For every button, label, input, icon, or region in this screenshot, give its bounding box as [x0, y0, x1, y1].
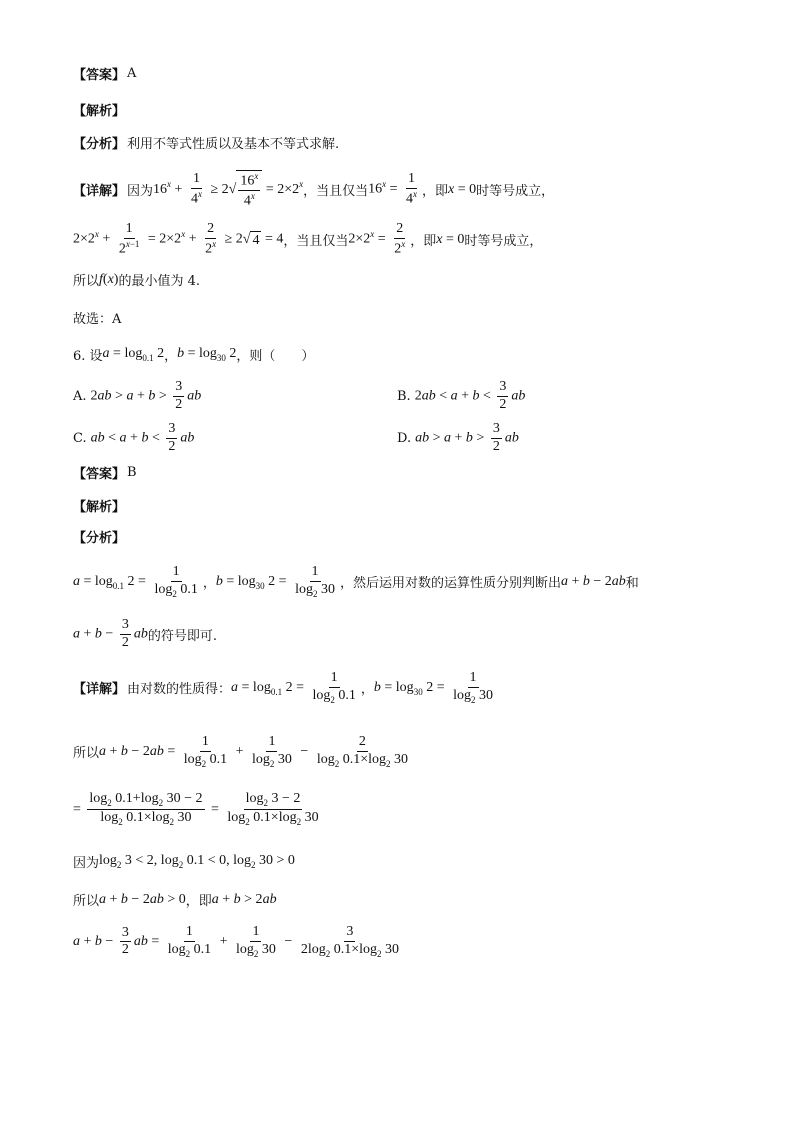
analysis-line-2 — [73, 496, 127, 515]
detail-post: ，即 — [422, 184, 449, 200]
answer-value: A — [127, 66, 137, 81]
detail-end: 时等号成立， — [476, 184, 555, 200]
fenxi-line-2 — [73, 527, 127, 546]
detail-text-2: 由对数的性质得： — [127, 682, 232, 698]
q6-stem — [73, 345, 314, 364]
option-b-formula: 2ab < a + b < $\frac{3}{2}$ ab — [414, 379, 526, 412]
q6-stem-mid: ， — [164, 349, 178, 364]
formula-b-def: $b = \log_{30} 2$ — [177, 346, 237, 363]
fenxi-tag-2: 【分析】 — [73, 531, 126, 546]
answer-tag: 【答案】 — [73, 68, 126, 83]
so2-mid: ，即 — [185, 894, 212, 909]
fenxi-line-1 — [73, 133, 339, 152]
formula-a-def: $a = \log_{0.1} 2$ — [102, 346, 165, 363]
answer-line-2 — [73, 463, 137, 482]
fenxi-formula-line-2 — [73, 618, 217, 650]
option-b-label: B. — [397, 388, 411, 404]
fenxi-formula-line: $a = \log_{0.1} 2$ = $\frac{1}{\log_2 0.1}$ ， $b = \log_{30} 2$ = $\frac{1}{\log_2 30}$ ，然后运用对数的运算性质分别判断出 a + b − 2ab 和 — [73, 564, 639, 599]
formula-b-conv-2: $b = \log_{30} 2$ = $\frac{1}{\log_2 30}$ — [373, 670, 493, 705]
fenxi-text: 利用不等式性质以及基本不等式求解. — [127, 137, 340, 152]
formula-x0-2: x = 0 — [436, 231, 465, 247]
fenxi-text-3: 的符号即可. — [147, 628, 217, 644]
analysis-tag: 【解析】 — [73, 104, 126, 119]
formula-equality-2: $2\times 2^x$ = $\frac{2}{2^x}$ — [348, 221, 406, 257]
formula-signs: $\log_2 3 < 2$, $\log_2 0.1 < 0$, $\log_2 30 > 0$ — [99, 853, 295, 870]
option-c[interactable] — [73, 422, 194, 454]
answer-tag-2: 【答案】 — [73, 467, 126, 482]
fenxi-tag: 【分析】 — [73, 137, 126, 152]
q6-stem-pre: 6. 设 — [73, 349, 103, 364]
fenxi-text-1: ，然后运用对数的运算性质分别判断出 — [339, 576, 561, 592]
q6-stem-post: ，则（ ） — [236, 349, 315, 364]
answer-line-1 — [73, 64, 136, 83]
formula-x0: x = 0 — [448, 181, 477, 197]
detail-line-7 — [73, 890, 277, 909]
detail-line-6 — [73, 852, 295, 871]
detail-mid: ，当且仅当 — [303, 184, 369, 200]
formula-a-b-32ab: a + b − $\frac{3}{2}$ ab — [73, 617, 148, 650]
option-d-formula: ab > a + b > $\frac{3}{2}$ ab — [415, 421, 519, 454]
formula-equality: $16^x$ = $\frac{1}{4^x}$ — [368, 171, 418, 207]
formula-positive: a + b − 2ab > 0 — [99, 891, 186, 907]
formula-second-am-gm: $2\times 2^x$ + $\frac{1}{2^{x-1}}$ = $2\times 2^x$ + $\frac{2}{2^x}$ ≥ 2 √ 4 = 4 — [73, 221, 284, 257]
formula-fx: f(x) — [99, 271, 119, 287]
option-c-formula: ab < a + b < $\frac{3}{2}$ ab — [90, 421, 195, 454]
detail-line-2 — [73, 222, 542, 257]
analysis-tag-2: 【解析】 — [73, 500, 126, 515]
choice-line — [73, 308, 121, 327]
formula-a-conv: $a = \log_{0.1} 2$ = $\frac{1}{\log_2 0.1}$ — [73, 564, 198, 599]
min-pre: 所以 — [73, 274, 100, 289]
option-d-label: D. — [397, 430, 412, 446]
option-c-label: C. — [73, 430, 87, 446]
option-a-label: A. — [73, 388, 87, 404]
detail-line-5 — [73, 792, 324, 827]
formula-sum-2: = $\frac{\log_2 0.1+\log_2 30 - 2}{\log_2 0.1\times\log_2 30}$ = $\frac{\log_2 3 - 2}{\log_2 0.1\times\log_2 30}$ — [73, 791, 319, 828]
fenxi-text-2: 和 — [625, 576, 639, 592]
option-b[interactable] — [397, 380, 525, 412]
choice-text: 故选：A — [73, 312, 122, 327]
formula-sum-3: a + b − $\frac{3}{2}$ ab = $\frac{1}{\log_2 0.1}$ + $\frac{1}{\log_2 30}$ − $\frac{3}{2\log_2 0.1\times\log_2 30}$ — [73, 924, 399, 959]
formula-sum-1: a + b − 2ab = $\frac{1}{\log_2 0.1}$ + $\frac{1}{\log_2 30}$ − $\frac{2}{\log_2 0.1\times\log_2 30}$ — [99, 734, 409, 769]
option-a-formula: 2ab > a + b > $\frac{3}{2}$ ab — [90, 379, 202, 412]
formula-a-conv-2: $a = \log_{0.1} 2$ = $\frac{1}{\log_2 0.1}$ — [231, 670, 356, 705]
formula-conclusion: a + b > 2ab — [211, 891, 277, 907]
min-post: 的最小值为 4. — [118, 274, 201, 289]
min-line — [73, 270, 200, 289]
formula-b-conv: $b = \log_{30} 2$ = $\frac{1}{\log_2 30}$ — [215, 564, 335, 599]
detail-line-8 — [73, 925, 404, 959]
formula-a-b-2ab: a + b − 2ab — [560, 573, 626, 589]
line2-end: 时等号成立， — [464, 234, 543, 250]
so1-text: 所以 — [73, 746, 100, 762]
option-d[interactable] — [397, 422, 519, 454]
because-text: 因为 — [73, 856, 100, 871]
answer-value-2: B — [127, 465, 137, 480]
detail-pre: 因为 — [127, 184, 154, 200]
line2-mid: ，当且仅当 — [283, 234, 349, 250]
detail-tag: 【详解】 — [73, 184, 126, 200]
detail-line-1 — [73, 170, 554, 210]
detail-tag-2: 【详解】 — [73, 682, 126, 698]
so2-text: 所以 — [73, 894, 100, 909]
option-a[interactable] — [73, 380, 201, 412]
detail-line-3: 【详解】 由对数的性质得： $a = \log_{0.1} 2$ = $\frac{1}{\log_2 0.1}$ ， $b = \log_{30} 2$ = $\frac{1}{\log_2 30}$ — [73, 671, 498, 705]
formula-am-gm: $16^x$ + $\frac{1}{4^x}$ ≥ 2 √ $\frac{16^x}{4^x}$ = $2\times 2^x$ — [153, 171, 304, 209]
line2-post: ，即 — [410, 234, 437, 250]
analysis-line-1 — [73, 100, 127, 119]
detail-line-4 — [73, 735, 413, 769]
